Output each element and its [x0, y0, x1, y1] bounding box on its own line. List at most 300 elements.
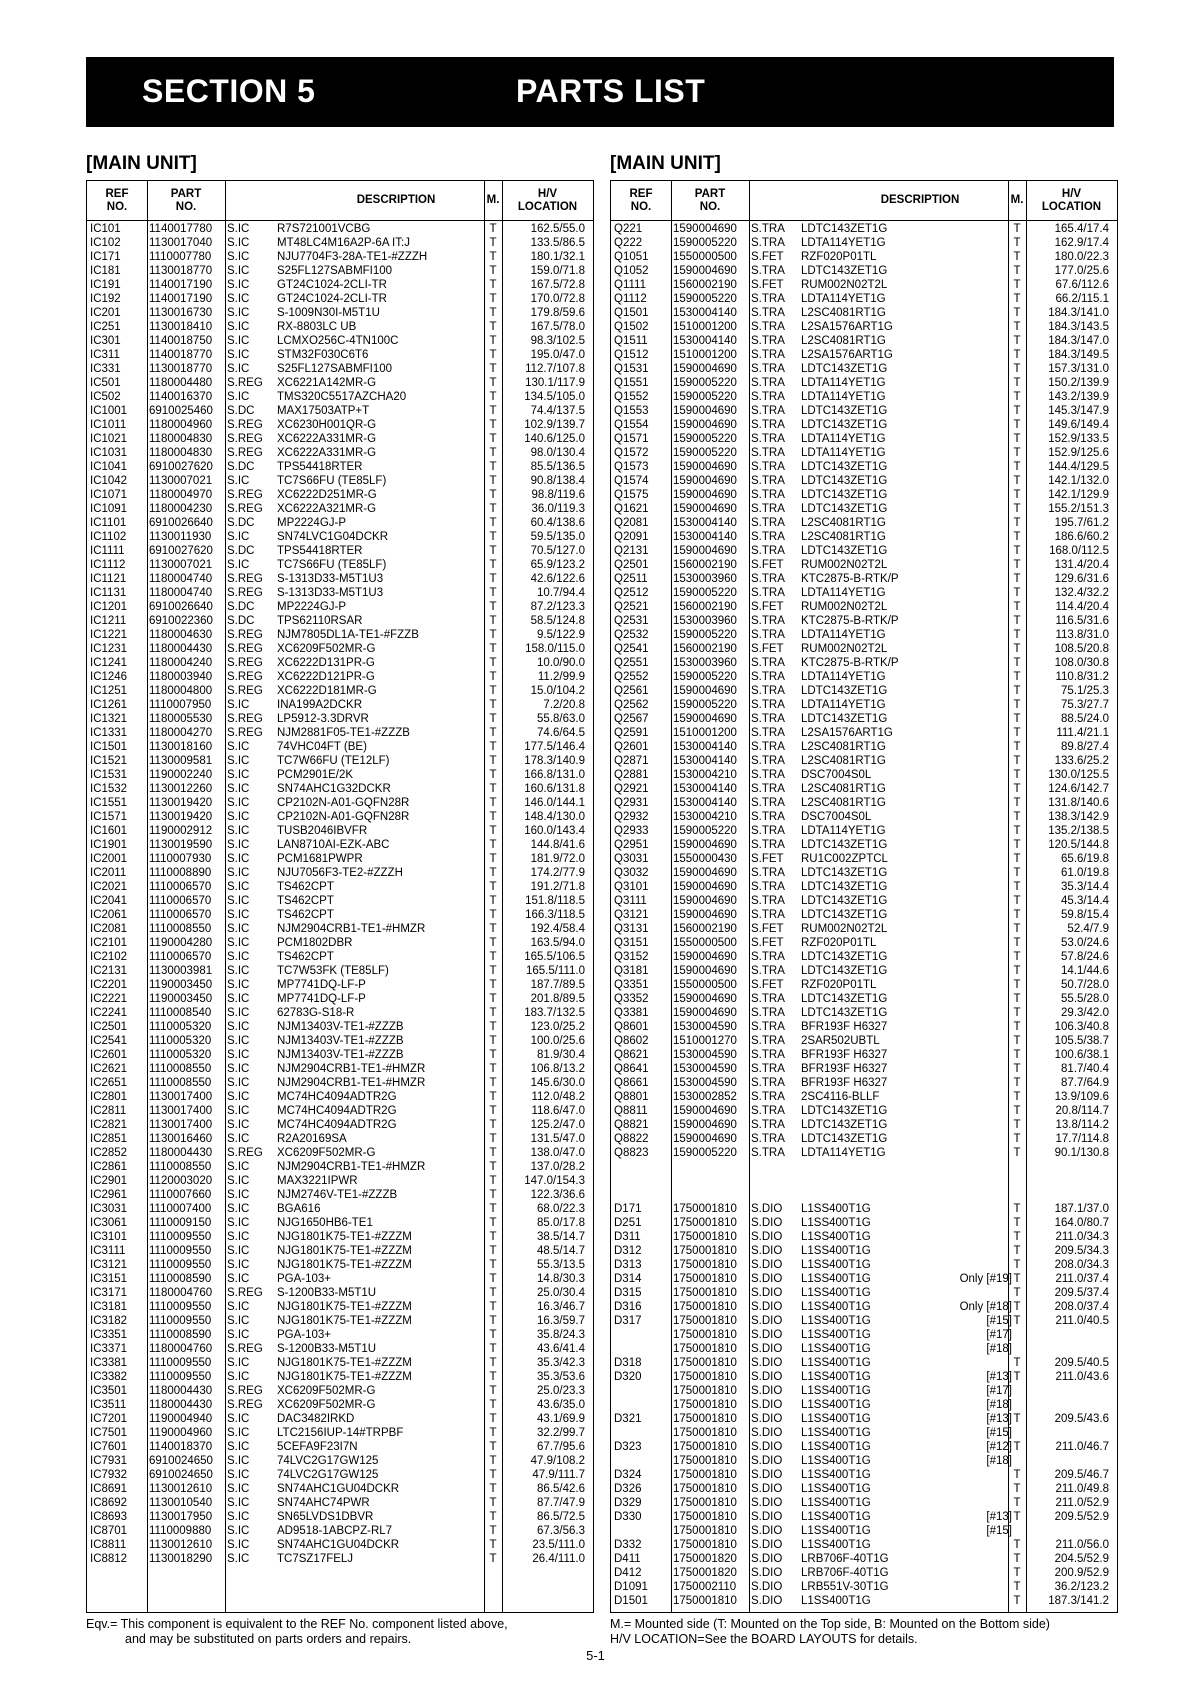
- mounted-side: T: [489, 1231, 497, 1243]
- hv-location: 167.5/72.8: [530, 279, 585, 291]
- part-type: S.TRA: [751, 1063, 785, 1075]
- part-type: S.REG: [227, 447, 263, 459]
- ref-no: Q2081: [614, 517, 649, 529]
- hv-location: 211.0/43.6: [1055, 1371, 1109, 1383]
- mounted-side: T: [1013, 321, 1021, 333]
- description: GT24C1024-2CLI-TR: [277, 293, 387, 305]
- ref-no: IC3381: [90, 1357, 128, 1369]
- description: LDTC143ZET1G: [801, 419, 888, 431]
- part-type: S.DC: [227, 405, 255, 417]
- part-no: 1130019590: [149, 839, 213, 851]
- mounted-side: T: [1013, 825, 1021, 837]
- part-no: 1750001810: [673, 1357, 737, 1369]
- part-no: 1180004960: [149, 419, 213, 431]
- description: LDTC143ZET1G: [801, 1133, 888, 1145]
- table-row: [611, 1174, 1117, 1188]
- mounted-side: T: [489, 573, 497, 585]
- ref-no: D313: [614, 1259, 642, 1271]
- mounted-side: T: [1013, 783, 1021, 795]
- part-type: S.TRA: [751, 1077, 785, 1089]
- hv-location: 102.9/139.7: [524, 419, 585, 431]
- hv-location: 15.0/104.2: [530, 685, 585, 697]
- hv-location: 208.0/37.4: [1054, 1301, 1109, 1313]
- part-type: S.REG: [227, 377, 263, 389]
- hv-location: 138.0/47.0: [530, 1147, 585, 1159]
- part-no: 1180004630: [149, 629, 213, 641]
- table-row: [87, 1272, 593, 1286]
- table-row: [87, 978, 593, 992]
- header-description: DESCRIPTION: [356, 194, 436, 206]
- part-no: 1110009150: [149, 1217, 212, 1229]
- mounted-side: T: [489, 517, 497, 529]
- part-type: S.IC: [227, 1357, 250, 1369]
- table-row: [87, 1356, 593, 1370]
- table-row: [87, 1090, 593, 1104]
- description: L1SS400T1G: [801, 1343, 871, 1355]
- description: NJG1801K75-TE1-#ZZZM: [277, 1231, 412, 1243]
- hv-location: 162.9/17.4: [1054, 237, 1109, 249]
- part-no: 1590004690: [673, 223, 737, 235]
- hv-location: 87.2/123.3: [530, 601, 585, 613]
- table-row: [87, 866, 593, 880]
- mounted-side: T: [1013, 251, 1021, 263]
- part-type: S.REG: [227, 1147, 263, 1159]
- part-type: S.IC: [227, 293, 250, 305]
- description: NJG1801K75-TE1-#ZZZM: [277, 1315, 412, 1327]
- hv-location: 151.8/118.5: [525, 895, 585, 907]
- table-row: [611, 1538, 1117, 1552]
- hv-location: 150.2/139.9: [1048, 377, 1109, 389]
- mounted-side: T: [489, 1007, 497, 1019]
- hv-location: 11.2/99.9: [537, 671, 585, 683]
- mounted-side: T: [489, 1287, 497, 1299]
- mounted-side: T: [489, 321, 497, 333]
- part-no: 1550000500: [673, 251, 737, 263]
- ref-no: Q1554: [614, 419, 649, 431]
- description: L1SS400T1G: [801, 1399, 871, 1411]
- hv-location: 181.9/72.0: [530, 853, 585, 865]
- table-header: [87, 181, 593, 221]
- hv-location: 53.0/24.6: [1061, 937, 1109, 949]
- ref-no: IC3031: [90, 1203, 128, 1215]
- description: LDTC143ZET1G: [801, 965, 888, 977]
- part-type: S.IC: [227, 881, 250, 893]
- mounted-side: T: [489, 1497, 497, 1509]
- ref-no: Q8602: [614, 1035, 649, 1047]
- description: MP7741DQ-LF-P: [277, 993, 366, 1005]
- description: MAX17503ATP+T: [277, 405, 370, 417]
- ref-no: IC2241: [90, 1007, 128, 1019]
- description: XC6222D251MR-G: [277, 489, 377, 501]
- part-no: 1120003020: [149, 1175, 213, 1187]
- part-no: 1530003960: [673, 573, 737, 585]
- part-type: S.TRA: [751, 447, 785, 459]
- ref-no: Q1051: [614, 251, 649, 263]
- part-type: S.IC: [227, 559, 250, 571]
- part-type: S.IC: [227, 1007, 250, 1019]
- description: SN74AHC74PWR: [277, 1497, 370, 1509]
- hv-location: 118.6/47.0: [531, 1105, 585, 1117]
- part-no: 1110006570: [149, 909, 212, 921]
- mounted-side: T: [1013, 741, 1021, 753]
- part-no: 1590005220: [673, 433, 737, 445]
- table-body: [611, 222, 1117, 1608]
- part-type: S.TRA: [751, 433, 785, 445]
- part-type: S.TRA: [751, 615, 785, 627]
- description: XC6209F502MR-G: [277, 1147, 376, 1159]
- mounted-side: T: [1013, 685, 1021, 697]
- mounted-side: T: [1013, 1147, 1021, 1159]
- part-no: 1750001810: [673, 1483, 737, 1495]
- part-type: S.FET: [751, 979, 784, 991]
- hv-location: 155.2/151.3: [1048, 503, 1109, 515]
- variant-note: [#12]: [986, 1441, 1012, 1453]
- part-no: 1590004690: [673, 1119, 737, 1131]
- part-no: 1750001810: [673, 1231, 737, 1243]
- description: LDTA114YET1G: [801, 433, 886, 445]
- table-row: [87, 908, 593, 922]
- part-type: S.TRA: [751, 657, 785, 669]
- variant-note: [#15]: [986, 1315, 1012, 1327]
- part-type: S.REG: [227, 573, 263, 585]
- part-type: S.DIO: [751, 1203, 783, 1215]
- description: TPS54418RTER: [277, 545, 363, 557]
- table-row: [87, 1258, 593, 1272]
- mounted-side: T: [489, 1301, 497, 1313]
- description: LDTC143ZET1G: [801, 1105, 888, 1117]
- table-row: [87, 320, 593, 334]
- part-type: S.IC: [227, 811, 250, 823]
- part-no: 1530004140: [673, 335, 737, 347]
- description: S-1200B33-M5T1U: [277, 1287, 377, 1299]
- header-hv-location: H/V LOCATION: [517, 187, 578, 213]
- hv-location: 130.1/117.9: [525, 377, 585, 389]
- ref-no: Q8823: [614, 1147, 649, 1159]
- part-type: S.TRA: [751, 573, 785, 585]
- part-no: 1530004210: [673, 769, 737, 781]
- variant-note: [#13]: [986, 1413, 1012, 1425]
- part-type: S.TRA: [751, 671, 785, 683]
- part-type: S.TRA: [751, 1007, 785, 1019]
- ref-no: Q2567: [614, 713, 649, 725]
- part-type: S.REG: [227, 657, 263, 669]
- ref-no: IC102: [90, 237, 121, 249]
- part-type: S.TRA: [751, 825, 785, 837]
- hv-location: 157.3/131.0: [1048, 363, 1109, 375]
- part-type: S.TRA: [751, 741, 785, 753]
- mounted-side: T: [489, 1119, 497, 1131]
- table-row: [611, 894, 1117, 908]
- mounted-side: T: [489, 1133, 497, 1145]
- part-type: S.TRA: [751, 223, 785, 235]
- part-type: S.IC: [227, 853, 250, 865]
- ref-no: Q2881: [614, 769, 649, 781]
- description: 2SAR502UBTL: [801, 1035, 880, 1047]
- description: 74LVC2G17GW125: [277, 1469, 379, 1481]
- part-type: S.IC: [227, 1483, 250, 1495]
- mounted-side: T: [489, 1483, 497, 1495]
- ref-no: Q2931: [614, 797, 649, 809]
- part-no: 1750001810: [673, 1511, 737, 1523]
- hv-location: 88.5/24.0: [1061, 713, 1109, 725]
- table-row: [611, 1412, 1117, 1426]
- description: MC74HC4094ADTR2G: [277, 1119, 397, 1131]
- description: S25FL127SABMFI100: [277, 265, 393, 277]
- table-row: [87, 1314, 593, 1328]
- ref-no: IC8691: [90, 1483, 128, 1495]
- hv-location: 152.9/125.6: [1048, 447, 1109, 459]
- hv-location: 152.9/133.5: [1048, 433, 1109, 445]
- ref-no: D332: [614, 1539, 642, 1551]
- ref-no: Q3111: [614, 895, 647, 907]
- hv-location: 211.0/49.8: [1055, 1483, 1109, 1495]
- table-row: [87, 726, 593, 740]
- ref-no: Q8811: [614, 1105, 648, 1117]
- part-type: S.REG: [227, 713, 263, 725]
- hv-location: 180.0/22.3: [1054, 251, 1109, 263]
- page-number: 5-1: [586, 1648, 605, 1663]
- part-no: 1590004690: [673, 545, 737, 557]
- description: L1SS400T1G: [801, 1259, 871, 1271]
- part-type: S.TRA: [751, 713, 785, 725]
- ref-no: Q1111: [614, 279, 646, 291]
- part-no: 1530004210: [673, 811, 737, 823]
- mounted-side: T: [1013, 979, 1021, 991]
- hv-location: 114.4/20.4: [1055, 601, 1109, 613]
- part-no: 1750001810: [673, 1259, 737, 1271]
- ref-no: IC1131: [90, 587, 127, 599]
- hv-location: 168.0/112.5: [1049, 545, 1109, 557]
- description: INA199A2DCKR: [277, 699, 363, 711]
- part-no: 1590004690: [673, 461, 737, 473]
- mounted-side: T: [489, 489, 497, 501]
- part-type: S.REG: [227, 685, 263, 697]
- part-type: S.IC: [227, 965, 250, 977]
- description: L1SS400T1G: [801, 1413, 871, 1425]
- table-row: [87, 404, 593, 418]
- description: R2A20169SA: [277, 1133, 347, 1145]
- description: NJM2904CRB1-TE1-#HMZR: [277, 1077, 426, 1089]
- part-no: 1590004690: [673, 419, 737, 431]
- mounted-side: T: [489, 727, 497, 739]
- part-no: 1180004240: [149, 657, 213, 669]
- part-type: S.REG: [227, 1399, 263, 1411]
- table-row: [611, 922, 1117, 936]
- hv-location: 133.6/25.2: [1054, 755, 1109, 767]
- ref-no: D315: [614, 1287, 642, 1299]
- hv-location: 59.5/135.0: [530, 531, 585, 543]
- hv-location: 120.5/144.8: [1048, 839, 1109, 851]
- table-row: [87, 1524, 593, 1538]
- hv-location: 177.5/146.4: [524, 741, 585, 753]
- part-no: 1590005220: [673, 671, 737, 683]
- description: RUM002N02T2L: [801, 559, 888, 571]
- ref-no: Q2933: [614, 825, 649, 837]
- ref-no: D314: [614, 1273, 642, 1285]
- mounted-side: T: [489, 1063, 497, 1075]
- part-no: 1130010540: [149, 1497, 213, 1509]
- table-row: [611, 362, 1117, 376]
- hv-location: 81.7/40.4: [1061, 1063, 1109, 1075]
- part-no: 1180004270: [149, 727, 213, 739]
- ref-no: IC2821: [90, 1119, 128, 1131]
- mounted-side: T: [489, 769, 497, 781]
- part-no: 1130019420: [149, 811, 213, 823]
- section-number: SECTION 5: [142, 73, 316, 109]
- table-row: [87, 1510, 593, 1524]
- hv-location: 134.5/105.0: [524, 391, 585, 403]
- description: L2SC4081RT1G: [801, 755, 886, 767]
- table-row: [611, 1258, 1117, 1272]
- mounted-side: T: [1013, 503, 1021, 515]
- part-no: 1180003940: [149, 671, 213, 683]
- description: RU1C002ZPTCL: [801, 853, 888, 865]
- description: LDTC143ZET1G: [801, 223, 888, 235]
- mounted-side: T: [1013, 1539, 1021, 1551]
- part-no: 1530003960: [673, 615, 737, 627]
- table-row: [611, 782, 1117, 796]
- table-row: [611, 390, 1117, 404]
- part-type: S.DC: [227, 601, 255, 613]
- hv-location: 55.8/63.0: [537, 713, 585, 725]
- mounted-side: T: [1013, 1217, 1021, 1229]
- mounted-side: T: [1013, 1119, 1021, 1131]
- part-no: 1750001810: [673, 1497, 737, 1509]
- hv-location: 163.5/94.0: [530, 937, 585, 949]
- table-row: [611, 852, 1117, 866]
- variant-note: [#15]: [986, 1525, 1012, 1537]
- ref-no: IC1201: [90, 601, 128, 613]
- ref-no: Q3381: [614, 1007, 649, 1019]
- table-row: [87, 348, 593, 362]
- hv-location: 149.6/149.4: [1048, 419, 1109, 431]
- table-row: [87, 1398, 593, 1412]
- description: NJG1801K75-TE1-#ZZZM: [277, 1301, 412, 1313]
- ref-no: IC3121: [90, 1259, 128, 1271]
- table-row: [611, 1020, 1117, 1034]
- mounted-side: T: [489, 223, 497, 235]
- hv-location: 100.0/25.6: [530, 1035, 585, 1047]
- section-banner: [86, 57, 1114, 127]
- description: CP2102N-A01-GQFN28R: [277, 811, 410, 823]
- part-type: S.DIO: [751, 1441, 783, 1453]
- ref-no: IC331: [90, 363, 121, 375]
- description: MT48LC4M16A2P-6A IT:J: [277, 237, 410, 249]
- table-row: [611, 558, 1117, 572]
- hv-location: 87.7/64.9: [1061, 1077, 1109, 1089]
- part-type: S.IC: [227, 979, 250, 991]
- description: LDTC143ZET1G: [801, 475, 888, 487]
- part-type: S.IC: [227, 755, 250, 767]
- table-row: [611, 1398, 1117, 1412]
- table-row: [87, 306, 593, 320]
- part-no: 1560002190: [673, 643, 737, 655]
- mounted-side: T: [1013, 643, 1021, 655]
- hv-location: 65.9/123.2: [530, 559, 585, 571]
- mounted-side: T: [489, 349, 497, 361]
- part-no: 1750001810: [673, 1315, 737, 1327]
- table-row: [87, 1454, 593, 1468]
- mounted-side: T: [489, 811, 497, 823]
- table-row: [87, 698, 593, 712]
- hv-location: 10.7/94.4: [537, 587, 585, 599]
- mounted-side: T: [489, 1441, 497, 1453]
- description: TS462CPT: [277, 895, 334, 907]
- part-type: S.DIO: [751, 1581, 783, 1593]
- hv-location: 14.8/30.3: [537, 1273, 585, 1285]
- mounted-side: T: [489, 1455, 497, 1467]
- part-type: S.REG: [227, 643, 263, 655]
- part-type: S.DIO: [751, 1301, 783, 1313]
- description: TC7S66FU (TE85LF): [277, 559, 387, 571]
- mounted-side: T: [1013, 475, 1021, 487]
- description: 74LVC2G17GW125: [277, 1455, 379, 1467]
- ref-no: IC2801: [90, 1091, 128, 1103]
- ref-no: IC1241: [90, 657, 128, 669]
- part-no: 1130018160: [149, 741, 213, 753]
- table-row: [611, 1314, 1117, 1328]
- part-no: 1750002110: [673, 1581, 737, 1593]
- part-type: S.TRA: [751, 811, 785, 823]
- part-type: S.IC: [227, 1077, 250, 1089]
- part-no: 1590005220: [673, 629, 737, 641]
- mounted-side: T: [1013, 699, 1021, 711]
- description: L1SS400T1G: [801, 1385, 871, 1397]
- hv-location: 166.8/131.0: [524, 769, 585, 781]
- mounted-side: T: [1013, 1231, 1021, 1243]
- part-type: S.TRA: [751, 545, 785, 557]
- hv-location: 145.6/30.0: [530, 1077, 585, 1089]
- part-type: S.TRA: [751, 475, 785, 487]
- part-type: S.IC: [227, 391, 250, 403]
- table-row: [611, 544, 1117, 558]
- mounted-side: T: [1013, 811, 1021, 823]
- ref-no: Q3151: [614, 937, 649, 949]
- part-no: 1110006570: [149, 895, 212, 907]
- part-no: 6910022360: [149, 615, 213, 627]
- mounted-side: T: [1013, 489, 1021, 501]
- mounted-side: T: [489, 1091, 497, 1103]
- part-no: 1130011930: [149, 531, 212, 543]
- table-row: [87, 880, 593, 894]
- mounted-side: T: [489, 1343, 497, 1355]
- hv-location: 57.8/24.6: [1061, 951, 1109, 963]
- part-no: 1110009550: [149, 1231, 212, 1243]
- hv-location: 25.0/30.4: [537, 1287, 585, 1299]
- part-no: 1130017950: [149, 1511, 213, 1523]
- description: L2SC4081RT1G: [801, 307, 886, 319]
- hv-location: 165.5/111.0: [525, 965, 585, 977]
- hv-location: 10.0/90.0: [537, 657, 585, 669]
- ref-no: IC3061: [90, 1217, 128, 1229]
- description: KTC2875-B-RTK/P: [801, 615, 899, 627]
- mounted-side: T: [1013, 755, 1021, 767]
- mounted-side: T: [1013, 965, 1021, 977]
- hv-location: 140.6/125.0: [524, 433, 585, 445]
- description: XC6209F502MR-G: [277, 643, 376, 655]
- table-row: [611, 1510, 1117, 1524]
- mounted-side: T: [489, 391, 497, 403]
- part-no: 1590004690: [673, 965, 737, 977]
- description: KTC2875-B-RTK/P: [801, 573, 899, 585]
- hv-location: 38.5/14.7: [537, 1231, 585, 1243]
- part-no: 1750001810: [673, 1385, 737, 1397]
- table-row: [87, 236, 593, 250]
- part-type: S.TRA: [751, 489, 785, 501]
- part-no: 1190004960: [149, 1427, 213, 1439]
- description: SN74LVC1G04DCKR: [277, 531, 389, 543]
- ref-no: Q1575: [614, 489, 649, 501]
